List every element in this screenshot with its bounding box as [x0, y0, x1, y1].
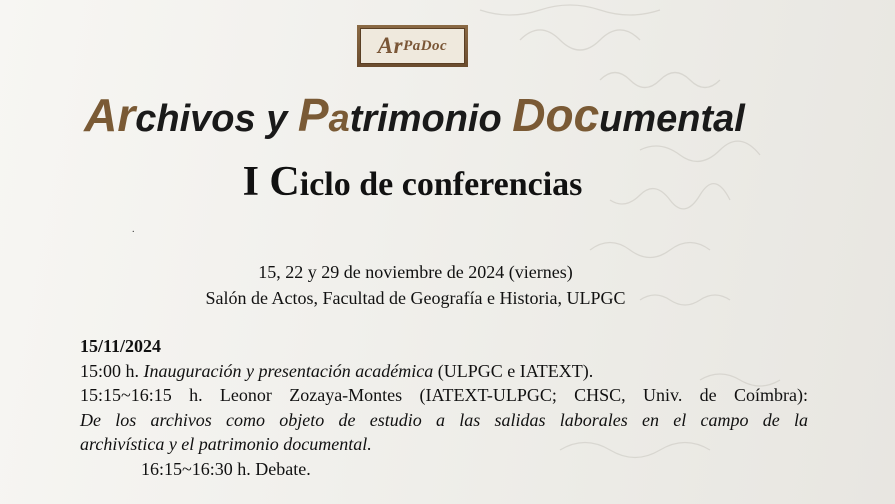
- program-item-1: [80, 359, 808, 384]
- program-item-2: 15:15~16:15 h. Leonor Zozaya-Montes (IATEXT-ULPGC; CHSC, Univ. de Coímbra):: [80, 385, 808, 405]
- subtitle: [0, 158, 860, 206]
- title-part: Ar: [84, 89, 136, 141]
- program-item-2-talk-line1: De los archivos como objeto de estudio a las salidas laborales en el campo de la: [80, 409, 808, 430]
- event-venue: Salón de Actos, Facultad de Geografía e Historia, ULPGC: [205, 288, 626, 308]
- arpadoc-logo: [357, 25, 468, 67]
- item-time: 15:00 h.: [80, 360, 144, 381]
- title-part: trimonio: [349, 98, 513, 140]
- event-dates: 15, 22 y 29 de noviembre de 2024 (viernes): [258, 262, 573, 282]
- event-info: [0, 259, 863, 311]
- title-part: Doc: [512, 89, 600, 141]
- title-part: chivos y: [135, 98, 298, 140]
- item-title: Inauguración y presentación académica: [143, 360, 434, 381]
- logo-text-small: PaDoc: [403, 37, 448, 54]
- title-part: umental: [599, 98, 745, 140]
- title-part: a: [328, 98, 350, 140]
- subtitle-rest: iclo de conferencias: [299, 166, 583, 203]
- program-item-2-talk-line2: archivística y el patrimonio documental.: [80, 434, 372, 454]
- main-title: [0, 88, 862, 142]
- item-org: (ULPGC e IATEXT).: [433, 360, 594, 381]
- program: [80, 334, 808, 481]
- stray-dot: .: [132, 224, 135, 235]
- logo-text-big: Ar: [377, 33, 404, 58]
- program-item-3: 16:15~16:30 h. Debate.: [141, 458, 311, 479]
- subtitle-cap: I C: [242, 159, 300, 205]
- program-day: 15/11/2024: [80, 336, 162, 356]
- title-part: P: [297, 89, 329, 141]
